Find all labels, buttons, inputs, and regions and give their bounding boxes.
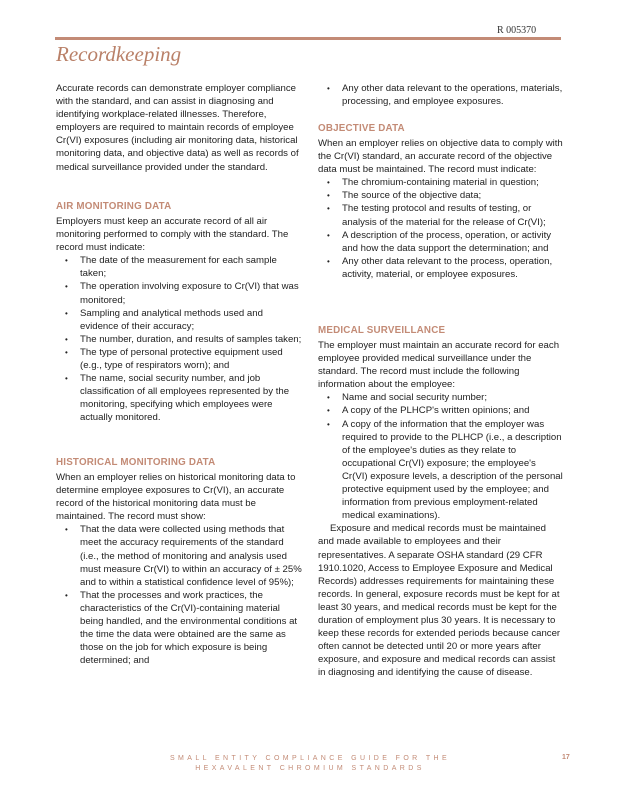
list-item: • The source of the objective data; [318, 189, 564, 202]
list-item: • The chromium-containing material in question; [318, 176, 564, 189]
section-heading: HISTORICAL MONITORING DATA [56, 457, 216, 468]
list-item: • The testing protocol and results of testing, or analysis of the material for the release of Cr(VI); [318, 202, 564, 228]
list-item: • A description of the process, operation, or activity and how the data support the determination; and [318, 229, 564, 255]
bullet-list [318, 391, 564, 522]
closing-paragraph: Exposure and medical records must be maintained and made available to employees and their representatives. A separate OSHA standard (29 CFR 1910.1020, Access to Employee Exposure and Medical Records) addresses requirements for maintaining these records. In general, exposure records must be kept for at least 30 years, and medical records must be kept for the duration of employment plus 30 years. It is necessary to keep these records for extended periods because cancer often cannot be detected until 20 or more years after exposure, and exposure and medical records can assist in diagnosing and identifying the cause of disease. [318, 523, 561, 679]
section-paragraph: When an employer relies on historical monitoring data to determine employee exposures to Cr(VI), an accurate record of the historical monitoring data must be maintained. The record must show: [56, 472, 296, 523]
document-id: R 005370 [497, 25, 537, 36]
bullet-list [56, 254, 302, 424]
footer-line-1: SMALL ENTITY COMPLIANCE GUIDE FOR THE [169, 755, 451, 762]
header-rule [55, 37, 561, 40]
section-heading: AIR MONITORING DATA [56, 201, 172, 212]
medical-surveillance-section [318, 324, 564, 679]
section-heading: MEDICAL SURVEILLANCE [318, 325, 446, 336]
historical-monitoring-section [56, 456, 302, 667]
page-title: Recordkeeping [56, 42, 182, 66]
footer-title [160, 754, 460, 774]
intro-paragraph: Accurate records can demonstrate employer compliance with the standard, and can assist in diagnosing and identifying workplace-related illnesses. Therefore, employers are required to maintain records of employee Cr(VI) exposures (including air monitoring data, historical monitoring data, and objective data) as well as records of medical surveillance provided under the standard. [56, 83, 299, 173]
intro-section [56, 82, 302, 174]
bullet-list [318, 176, 564, 281]
bullet-list [318, 82, 564, 108]
historical-continued [318, 82, 564, 108]
air-monitoring-section [56, 200, 302, 425]
list-item: • The date of the measurement for each sample taken; [56, 254, 302, 280]
list-item: • The type of personal protective equipment used (e.g., type of respirators worn); and [56, 346, 302, 372]
section-paragraph: The employer must maintain an accurate record for each employee provided medical surveillance under the standard. The record must include the following information about the employee: [318, 340, 560, 391]
bullet-list [56, 523, 302, 667]
list-item: • Any other data relevant to the process, operation, activity, material, or employee exposures. [318, 255, 564, 281]
footer-line-2: HEXAVALENT CHROMIUM STANDARDS [195, 765, 425, 772]
list-item: • A copy of the information that the employer was required to provide to the PLHCP (i.e., a description of the employee's duties as they relate to occupational Cr(VI) exposure; the employee's Cr(VI) exposure levels, a description of the personal protective equipment used by the employee; and information from previous employment-related medical examinations). [318, 418, 564, 523]
list-item: • That the data were collected using methods that meet the accuracy requirements of the standard (i.e., the method of monitoring and analysis used must measure Cr(VI) to within an accuracy of ± 25% and to within a statistical confidence level of 95%); [56, 523, 302, 588]
list-item: • The operation involving exposure to Cr(VI) that was monitored; [56, 280, 302, 306]
list-item: • Sampling and analytical methods used and evidence of their accuracy; [56, 307, 302, 333]
list-item: • The number, duration, and results of samples taken; [56, 333, 302, 346]
list-item: • Any other data relevant to the operations, materials, processing, and employee exposures. [318, 82, 564, 108]
objective-data-section [318, 122, 564, 281]
page-number: 17 [562, 754, 570, 761]
list-item: • Name and social security number; [318, 391, 564, 404]
section-heading: OBJECTIVE DATA [318, 123, 405, 134]
list-item: • A copy of the PLHCP's written opinions; and [318, 404, 564, 417]
section-paragraph: When an employer relies on objective data to comply with the Cr(VI) standard, an accurate record of the objective data must be maintained. The record must indicate: [318, 138, 563, 176]
list-item: • That the processes and work practices, the characteristics of the Cr(VI)-containing material being handled, and the environmental conditions at the time the data were obtained are the same as those on the job for which exposure is being determined; and [56, 589, 302, 668]
list-item: • The name, social security number, and job classification of all employees represented by the monitoring, specifying which employees were actually monitored. [56, 372, 302, 424]
section-paragraph: Employers must keep an accurate record of all air monitoring performed to comply with the standard. The record must indicate: [56, 216, 289, 254]
